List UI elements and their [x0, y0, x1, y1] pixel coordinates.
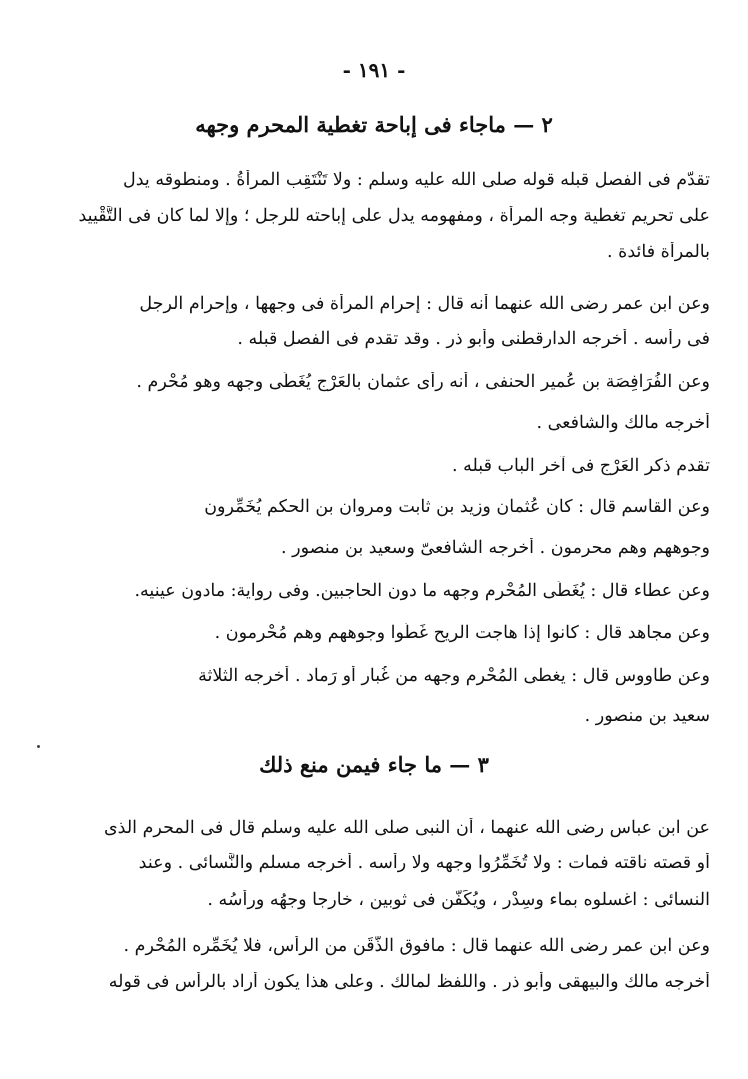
text-line: أخرجه مالك والبيهقى وأبو ذر . واللفظ لمالك . وعلى هذا يكون أراد بالرأس فى قوله	[108, 972, 710, 992]
text-line: وعن القاسم قال : كان عُثمان وزيد بن ثابت ومروان بن الحكم يُخَمِّرون	[204, 497, 710, 517]
text-line: وعن ابن عمر رضى الله عنهما قال : مافوق الذَّقَن من الرأس، فلا يُخَمِّره المُحْرِم .	[123, 936, 710, 956]
text-line: تقدّم فى الفصل قبله قوله صلى الله عليه وسلم : ولا تَنْتَقِب المرأةُ . ومنطوقه يدل	[123, 170, 710, 190]
text-line: وعن طاووس قال : يغطى المُحْرِم وجهه من غُبار أو رَماد . أخرجه الثلاثة	[198, 666, 710, 686]
text-line: وعن ابن عمر رضى الله عنهما أنه قال : إحرام المرأة فى وجهها ، وإحرام الرجل	[139, 294, 710, 314]
text-line: عن ابن عباس رضى الله عنهما ، أن النبى صلى الله عليه وسلم قال فى المحرم الذى	[103, 818, 710, 838]
text-line: وجوههم وهم محرمون . أخرجه الشافعىّ وسعيد بن منصور .	[281, 538, 710, 558]
text-line: تقدم ذكر العَرْج فى آخر الباب قبله .	[451, 456, 710, 476]
text-line: بالمرأة فائدة .	[607, 242, 710, 262]
section-3-title: ٣ — ما جاء فيمن منع ذلك	[259, 752, 489, 777]
text-line: أو قصته ناقته فمات : ولا تُخَمِّرُوا وجهه ولا رأسه . أخرجه مسلم والنَّسائى . وعند	[138, 853, 710, 873]
text-line: وعن مجاهد قال : كانوا إذا هاجت الريح غَطَّوا وجوههم وهم مُحْرِمون .	[214, 623, 710, 643]
page-number: - ١٩١ -	[342, 58, 406, 82]
text-line: سعيد بن منصور .	[584, 706, 710, 726]
text-line: النسائى : اغسلوه بماء وسِدْر ، ويُكَفَّن فى ثوبين ، خارجا وجهُه ورأسُه .	[207, 890, 710, 910]
page-speck	[37, 745, 40, 748]
text-line: وعن الفُرَافِصَة بن عُمير الحنفى ، أنه رأى عثمان بالعَرْج يُغَطِّى وجهه وهو مُحْرِم .	[136, 372, 710, 392]
text-line: أخرجه مالك والشافعى .	[536, 413, 710, 433]
text-line: فى رأسه . أخرجه الدارقطنى وأبو ذر . وقد تقدم فى الفصل قبله .	[237, 329, 710, 349]
section-2-title: ٢ — ماجاء فى إباحة تغطية المحرم وجهه	[195, 112, 553, 137]
text-line: على تحريم تغطية وجه المرأة ، ومفهومه يدل على إباحته للرجل ؛ وإلا لما كان فى التَّقْييد	[78, 206, 710, 226]
text-line: وعن عطاء قال : يُغَطِّى المُحْرِم وجهه ما دون الحاجبين. وفى رواية: مادون عينيه.	[134, 581, 710, 601]
